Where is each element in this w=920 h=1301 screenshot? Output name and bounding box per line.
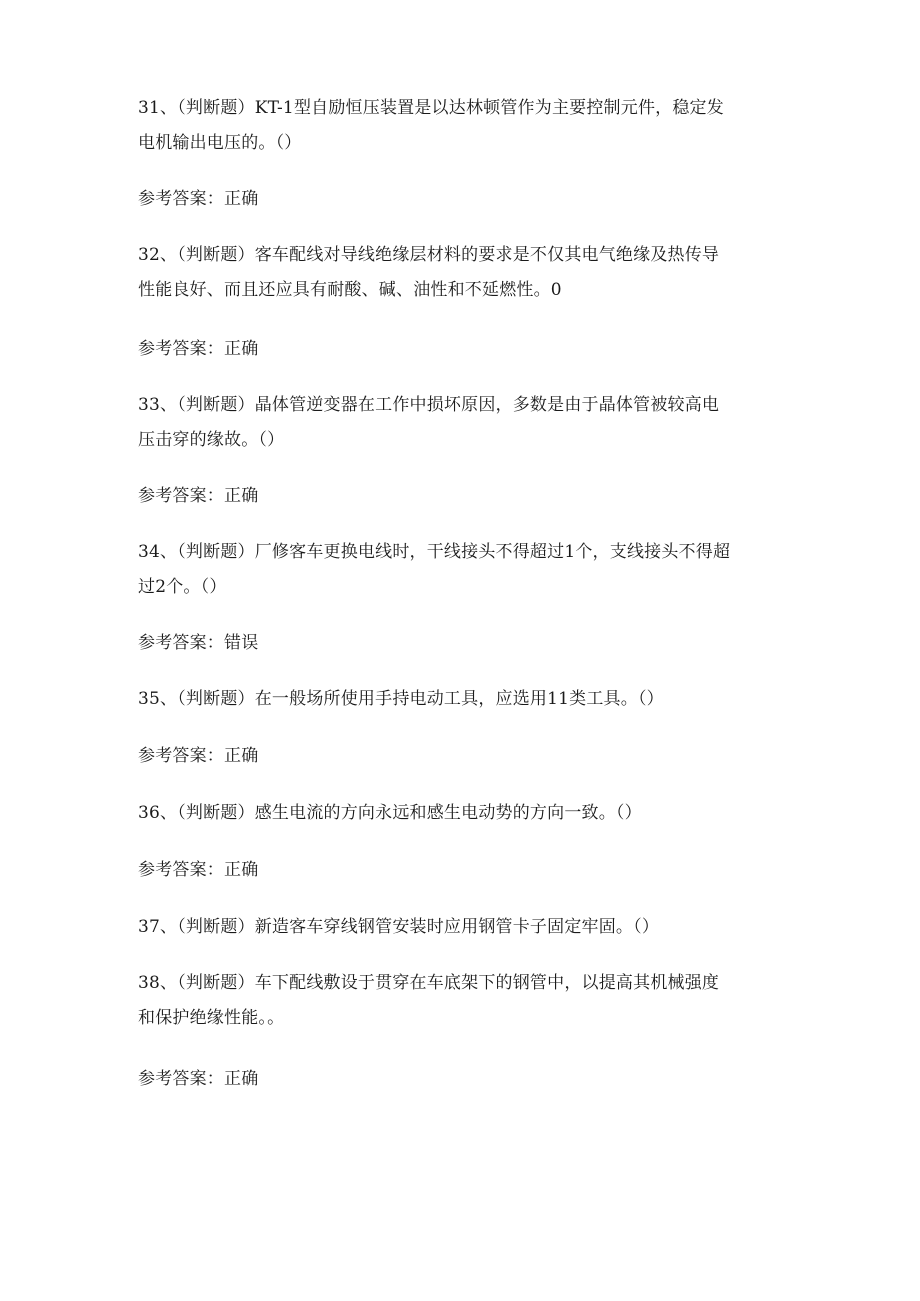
answer-36: 参考答案：正确 xyxy=(138,860,259,880)
question-37-line-1: 37、（判断题）新造客车穿线钢管安装时应用钢管卡子固定牢固。（） xyxy=(138,917,660,937)
answer-31: 参考答案：正确 xyxy=(138,189,259,209)
answer-34: 参考答案：错误 xyxy=(138,633,259,653)
question-38-line-1: 38、（判断题）车下配线敷设于贯穿在车底架下的钢管中，以提高其机械强度 xyxy=(138,973,720,993)
question-34-line-2: 过2个。（） xyxy=(138,577,227,597)
question-31-line-1: 31、（判断题）KT-1型自励恒压装置是以达林顿管作为主要控制元件，稳定发 xyxy=(138,98,724,118)
answer-35: 参考答案：正确 xyxy=(138,746,259,766)
answer-32: 参考答案：正确 xyxy=(138,339,259,359)
question-36-line-1: 36、（判断题）感生电流的方向永远和感生电动势的方向一致。（） xyxy=(138,803,642,823)
answer-33: 参考答案：正确 xyxy=(138,486,259,506)
question-33-line-2: 压击穿的缘故。（） xyxy=(138,430,285,450)
question-32-line-2: 性能良好、而且还应具有耐酸、碱、油性和不延燃性。0 xyxy=(138,280,562,300)
question-35-line-1: 35、（判断题）在一般场所使用手持电动工具，应选用11类工具。（） xyxy=(138,689,664,709)
question-31-line-2: 电机输出电压的。（） xyxy=(138,133,302,153)
question-38-line-2: 和保护绝缘性能。。 xyxy=(138,1008,285,1028)
question-33-line-1: 33、（判断题）晶体管逆变器在工作中损坏原因，多数是由于晶体管被较高电 xyxy=(138,395,720,415)
question-32-line-1: 32、（判断题）客车配线对导线绝缘层材料的要求是不仅其电气绝缘及热传导 xyxy=(138,245,720,265)
answer-38: 参考答案：正确 xyxy=(138,1069,259,1089)
question-34-line-1: 34、（判断题）厂修客车更换电线时，干线接头不得超过1个，支线接头不得超 xyxy=(138,542,731,562)
